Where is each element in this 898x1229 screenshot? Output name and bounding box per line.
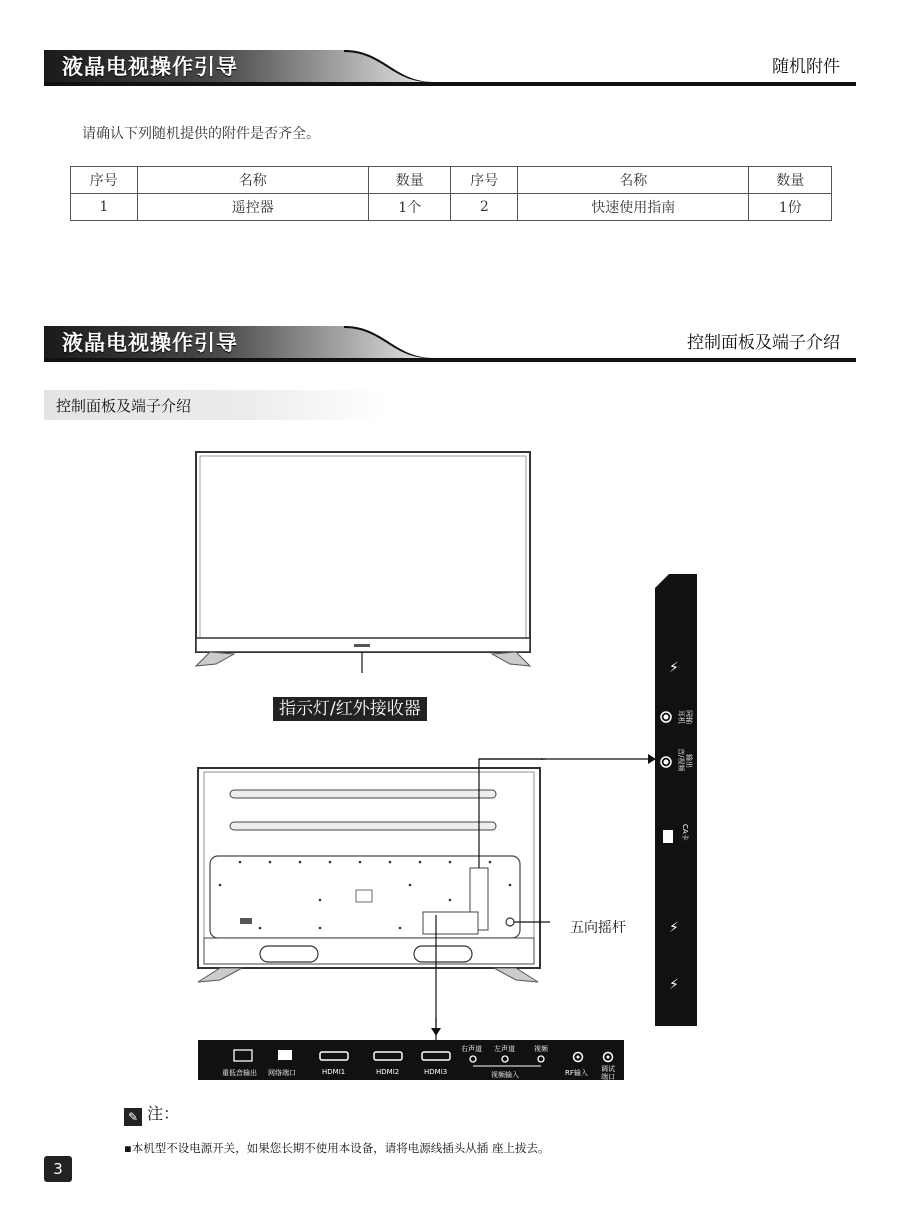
table-cell: 2 (451, 194, 518, 221)
port-label: RF输入 (565, 1069, 588, 1077)
svg-text:输出: 输出 (685, 754, 693, 768)
table-cell: 1个 (368, 194, 450, 221)
table-cell: 快速使用指南 (518, 194, 749, 221)
band-section-name: 随机附件 (772, 57, 840, 77)
port-label: 视频输入 (491, 1071, 519, 1079)
svg-text:⚡: ⚡ (669, 660, 679, 676)
svg-text:同轴: 同轴 (685, 710, 693, 724)
band-title: 液晶电视操作引导 (62, 331, 238, 355)
port-label: 重低音输出 (222, 1069, 257, 1077)
side-port-panel (655, 574, 697, 1026)
tv-front-illustration (190, 448, 540, 673)
port-label: 网络端口 (268, 1069, 296, 1077)
bottom-port-strip (198, 1040, 624, 1080)
port-label: HDMI3 (424, 1068, 448, 1076)
table-cell: 1 (71, 194, 138, 221)
table-header-row (71, 167, 832, 194)
section-header-panel (44, 322, 856, 362)
header-cell: 名称 (518, 167, 749, 194)
section-header-accessories (44, 46, 856, 86)
port-label: 左声道 (494, 1045, 515, 1053)
svg-text:CA卡: CA卡 (681, 824, 689, 841)
port-label: HDMI1 (322, 1068, 346, 1076)
svg-text:⚡: ⚡ (669, 977, 679, 993)
indicator-label: 指示灯/红外接收器 (273, 697, 427, 721)
port-label: HDMI2 (376, 1068, 400, 1076)
intro-text: 请确认下列随机提供的附件是否齐全。 (82, 126, 320, 142)
table-row (71, 194, 832, 221)
port-label: 视频 (534, 1045, 548, 1053)
connector-top-segment (478, 754, 548, 764)
port-label: 右声道 (461, 1045, 482, 1053)
note-heading (124, 1101, 179, 1126)
band-section-name: 控制面板及端子介绍 (687, 333, 840, 353)
header-cell: 序号 (71, 167, 138, 194)
svg-text:音/视频: 音/视频 (677, 748, 685, 772)
joystick-label: 五向摇杆 (570, 920, 626, 936)
port-label: 调试 (601, 1065, 615, 1073)
subheading: 控制面板及端子介绍 (56, 397, 192, 415)
port-icons (198, 1040, 624, 1080)
page-number: 3 (44, 1156, 72, 1182)
header-cell: 序号 (451, 167, 518, 194)
svg-text:⚡: ⚡ (669, 920, 679, 936)
subheading-bar (44, 390, 384, 420)
table-cell: 1份 (749, 194, 832, 221)
header-cell: 数量 (749, 167, 832, 194)
accessory-table (70, 166, 832, 221)
svg-text:耳机: 耳机 (677, 710, 685, 724)
port-label: 端口 (601, 1073, 615, 1081)
note-title: 注： (147, 1104, 180, 1123)
connector-lines (430, 750, 660, 1050)
table-cell: 遥控器 (137, 194, 368, 221)
header-cell: 数量 (368, 167, 450, 194)
band-title: 液晶电视操作引导 (62, 55, 238, 79)
pencil-note-icon: ✎ (124, 1108, 142, 1126)
header-cell: 名称 (137, 167, 368, 194)
note-text: ▪本机型不设电源开关，如果您长期不使用本设备，请将电源线插头从插 座上拔去。 (124, 1141, 550, 1155)
